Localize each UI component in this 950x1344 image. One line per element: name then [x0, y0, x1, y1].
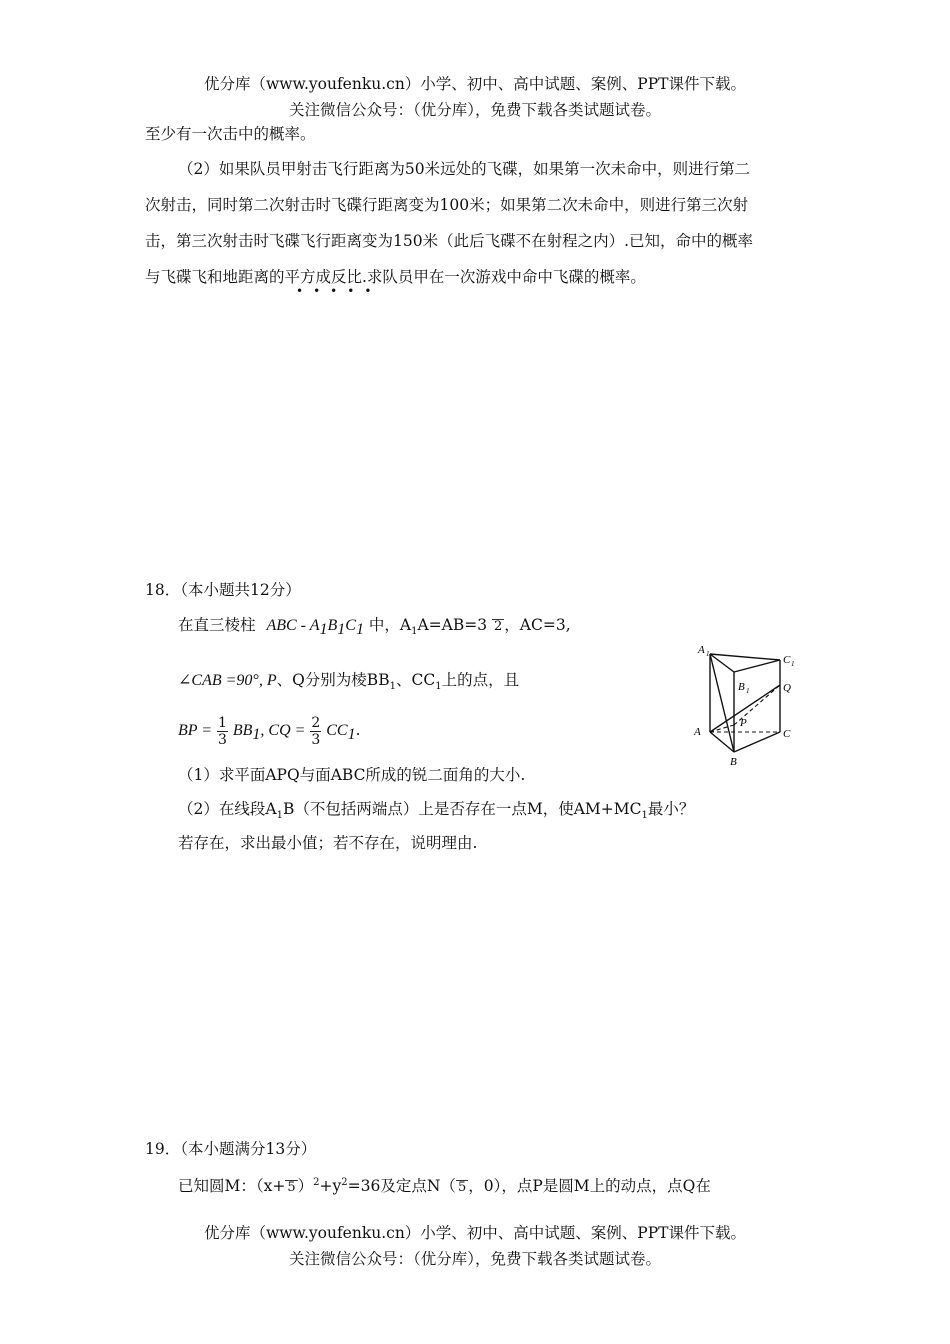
q18-part2: （2）在线段$A_1B$（不包括两端点）上是否存在一点M，使$AM+MC_1$最小？ [178, 800, 695, 822]
q19-title: 19．（本小题满分13分） [145, 1140, 317, 1158]
label-B1-sub: 1 [746, 687, 750, 695]
footer-line-2: 关注微信公众号：（优分库），免费下载各类试题试卷。 [288, 1250, 661, 1268]
q17-part2-line2: 次射击，同时第二次射击时飞碟行距离变为100米；如果第二次未命中，则进行第三次射 [145, 196, 749, 214]
label-Q: Q [783, 682, 791, 694]
q18-line1: 在直三棱柱 ABC - $A_1B_1C_1$ 中，$A_1A=AB=3$ 2 ，AC=3, [178, 616, 571, 639]
fraction-one-third: $\frac{1}{3}$ [218, 714, 227, 748]
sqrt-5: 5 [287, 1180, 296, 1196]
q18-part2-line2: 若存在，求出最小值；若不存在，说明理由. [178, 834, 478, 852]
q18-line2: ∠CAB =90°, P、Q分别为棱$BB_1$、$CC_1$上的点，且 [178, 671, 520, 693]
q19-line1: 已知圆M：（x+ 5 ）$^2+y^2=36$及定点N（ 5 ，0），点P是圆M上的动点，点Q在 [178, 1177, 711, 1196]
label-C: C [783, 728, 791, 740]
header-line-2: 关注微信公众号：（优分库），免费下载各类试题试卷。 [288, 101, 661, 119]
q17-part2-line4: 与飞碟飞和地距离的平方成反比.求队员甲在一次游戏中命中飞碟的概率。 [145, 268, 646, 286]
sqrt-2: 2 [494, 619, 503, 634]
q17-continuation: 至少有一次击中的概率。 [145, 125, 316, 143]
q17-part2-line3: 击，第三次射击时飞碟飞行距离变为150米（此后飞碟不在射程之内）.已知，命中的概率 [145, 232, 754, 250]
label-C1-sub: 1 [791, 660, 795, 668]
q18-part1: （1）求平面APQ与面ABC所成的锐二面角的大小. [178, 766, 526, 784]
header-line-1: 优分库（www.youfenku.cn）小学、初中、高中试题、案例、PPT课件下载。 [203, 75, 747, 93]
label-B1: B [738, 681, 745, 693]
emphasis-dots: ••••• [296, 284, 382, 298]
q18-line3: BP = $\frac{1}{3}$ $BB_1$, CQ = $\frac{2}{3}$ $CC_1$. [178, 714, 361, 748]
fraction-two-thirds: $\frac{2}{3}$ [311, 714, 321, 748]
prism-figure [690, 642, 820, 772]
label-C1: C [783, 654, 791, 666]
label-P: P [740, 717, 747, 729]
q17-part2-line1: （2）如果队员甲射击飞行距离为50米远处的飞碟，如果第一次未命中，则进行第二 [178, 160, 751, 178]
q18-title: 18．（本小题共12分） [145, 581, 301, 599]
label-A1: A [698, 644, 705, 656]
footer-line-1: 优分库（www.youfenku.cn）小学、初中、高中试题、案例、PPT课件下载。 [203, 1224, 747, 1242]
sqrt-5-second: 5 [457, 1180, 467, 1196]
label-A: A [694, 726, 701, 738]
label-A1-sub: 1 [706, 650, 710, 658]
label-B: B [730, 756, 737, 768]
